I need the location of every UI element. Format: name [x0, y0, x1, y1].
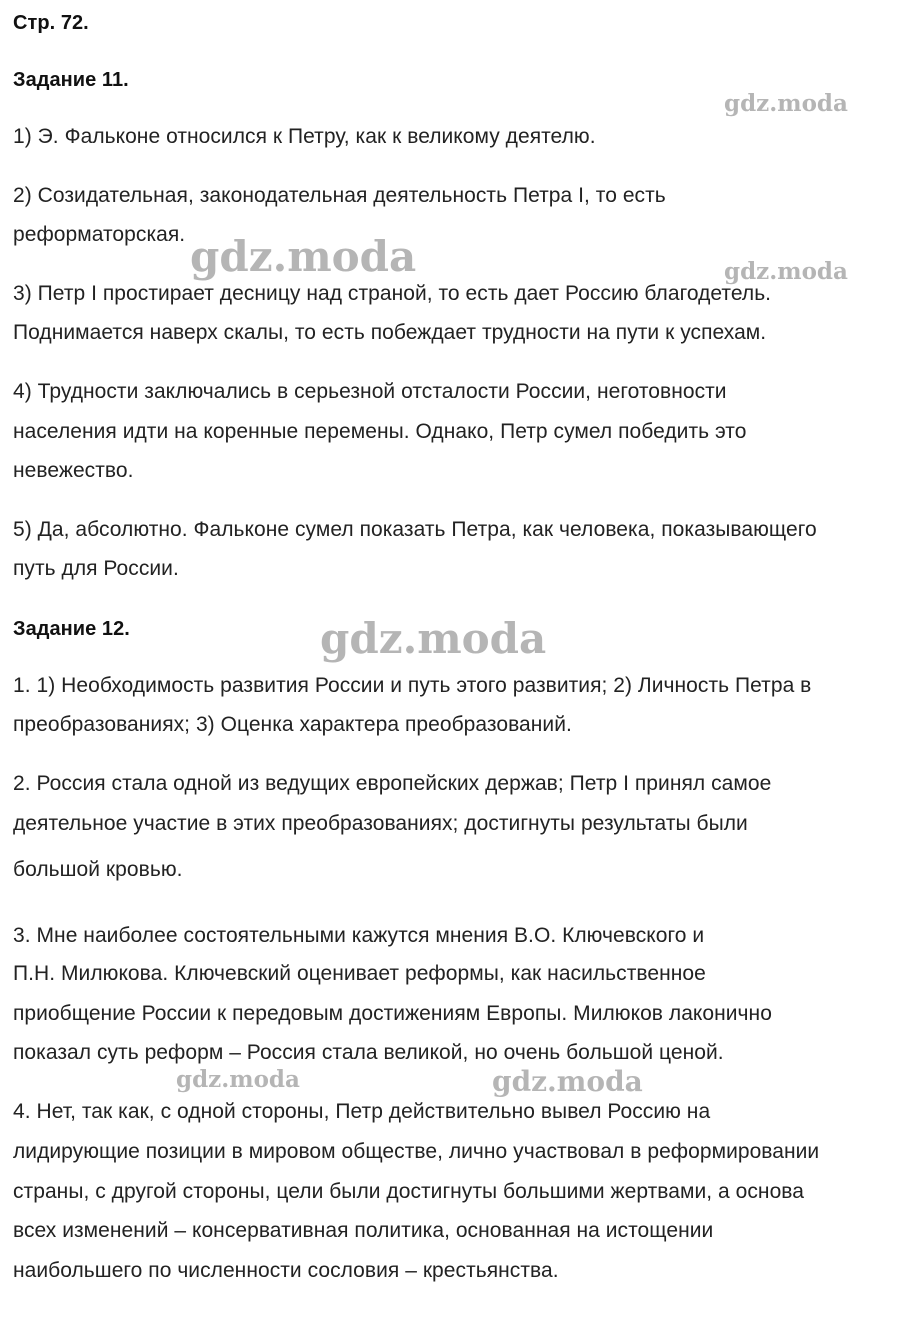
- watermark: gdz.moda: [492, 1065, 643, 1098]
- watermark: gdz.moda: [724, 258, 848, 285]
- watermark: gdz.moda: [176, 1066, 300, 1093]
- task-12-line-3: 2. Россия стала одной из ведущих европейских держав; Петр I принял самое: [13, 772, 772, 795]
- task-12-line-2: преобразованиях; 3) Оценка характера преобразований.: [13, 713, 572, 736]
- watermark: gdz.moda: [190, 232, 417, 281]
- task-12-line-5: большой кровью.: [13, 858, 183, 881]
- task-11-line-7: населения идти на коренные перемены. Однако, Петр сумел победить это: [13, 420, 747, 443]
- task-12-line-12: страны, с другой стороны, цели были достигнуты большими жертвами, а основа: [13, 1180, 804, 1203]
- task-12-line-10: 4. Нет, так как, с одной стороны, Петр действительно вывел Россию на: [13, 1100, 711, 1123]
- watermark: gdz.moda: [724, 90, 848, 117]
- task-12-heading: Задание 12.: [13, 618, 130, 640]
- task-11-line-6: 4) Трудности заключались в серьезной отсталости России, неготовности: [13, 380, 727, 403]
- task-12-line-1: 1. 1) Необходимость развития России и путь этого развития; 2) Личность Петра в: [13, 674, 812, 697]
- task-12-line-9: показал суть реформ – Россия стала великой, но очень большой ценой.: [13, 1041, 724, 1064]
- task-11-line-2: 2) Созидательная, законодательная деятельность Петра I, то есть: [13, 184, 666, 207]
- task-11-line-9: 5) Да, абсолютно. Фальконе сумел показать Петра, как человека, показывающего: [13, 518, 817, 541]
- task-11-line-4: 3) Петр I простирает десницу над страной, то есть дает Россию благодетель.: [13, 282, 772, 305]
- page-number: Стр. 72.: [13, 12, 89, 34]
- task-12-line-7: П.Н. Милюкова. Ключевский оценивает реформы, как насильственное: [13, 962, 706, 985]
- task-11-heading: Задание 11.: [13, 69, 129, 91]
- watermark: gdz.moda: [320, 614, 547, 663]
- task-11-line-5: Поднимается наверх скалы, то есть побеждает трудности на пути к успехам.: [13, 321, 767, 344]
- task-12-line-6: 3. Мне наиболее состоятельными кажутся мнения В.О. Ключевского и: [13, 924, 705, 947]
- task-11-line-8: невежество.: [13, 459, 134, 482]
- task-11-line-3: реформаторская.: [13, 223, 186, 246]
- task-11-line-1: 1) Э. Фальконе относился к Петру, как к великому деятелю.: [13, 125, 596, 148]
- task-12-line-11: лидирующие позиции в мировом обществе, лично участвовал в реформировании: [13, 1140, 820, 1163]
- task-12-line-4: деятельное участие в этих преобразованиях; достигнуты результаты были: [13, 812, 748, 835]
- task-11-line-10: путь для России.: [13, 557, 179, 580]
- task-12-line-8: приобщение России к передовым достижениям Европы. Милюков лаконично: [13, 1002, 772, 1025]
- task-12-line-14: наибольшего по численности сословия – крестьянства.: [13, 1259, 559, 1282]
- task-12-line-13: всех изменений – консервативная политика, основанная на истощении: [13, 1219, 714, 1242]
